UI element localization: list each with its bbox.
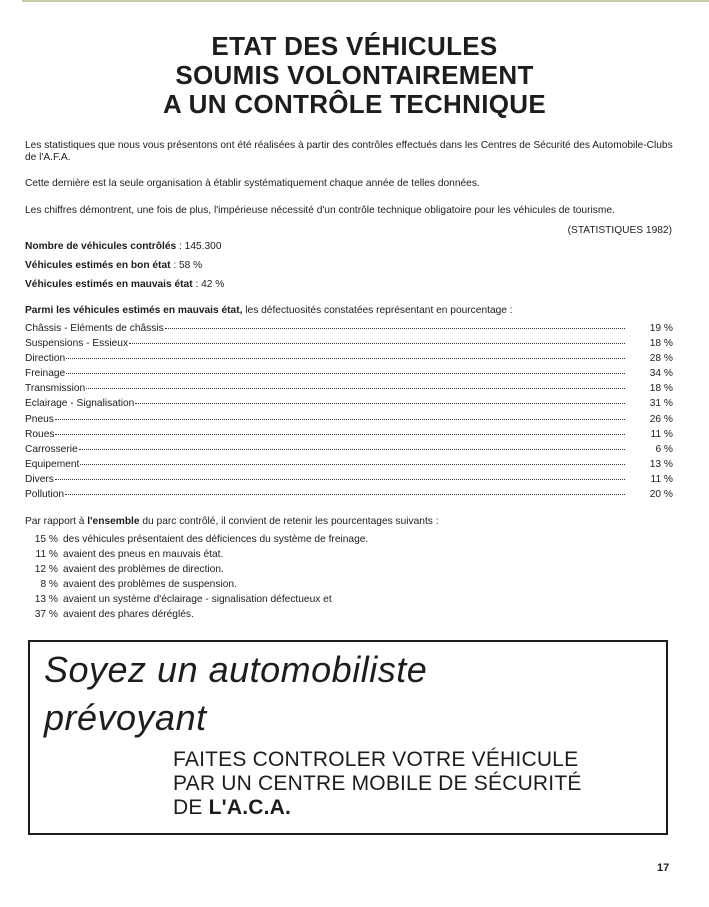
defect-row: [25, 383, 673, 398]
page-number: 17: [657, 862, 670, 874]
percentage-text: avaient des problèmes de direction.: [63, 564, 224, 575]
statistics-year-note: (STATISTIQUES 1982): [567, 225, 672, 236]
defect-label: Suspensions - Essieux: [25, 338, 129, 350]
dot-leader: [55, 419, 625, 420]
defect-label: Eclairage - Signalisation: [25, 398, 135, 410]
defect-row: [25, 429, 673, 444]
defect-value: 18 %: [649, 338, 673, 350]
defect-row: [25, 459, 673, 474]
overall-intro-post: du parc contrôlé, il convient de retenir les pourcentages suivants :: [139, 516, 439, 527]
title-line-1: ETAT DES VÉHICULES: [211, 31, 498, 61]
stat-controlled-count: [25, 241, 222, 253]
defect-label: Divers: [25, 473, 54, 485]
slogan-line-2: prévoyant: [44, 697, 207, 738]
stat-good-condition: [25, 260, 202, 272]
defect-label: Châssis - Eléments de châssis: [25, 323, 164, 334]
cta-line-1: FAITES CONTROLER VOTRE VÉHICULE: [173, 748, 579, 771]
defect-label: Direction: [25, 353, 66, 365]
stat-value: : 42 %: [192, 279, 225, 290]
dot-leader: [86, 388, 625, 389]
cta-line-2: PAR UN CENTRE MOBILE DE SÉCURITÉ: [173, 772, 582, 795]
percentage-text: avaient des phares déréglés.: [63, 609, 194, 620]
defect-value: 18 %: [649, 383, 673, 395]
title-line-3: A UN CONTRÔLE TECHNIQUE: [163, 89, 546, 119]
percentage-value: 8 %: [40, 579, 58, 590]
stat-bad-condition: [25, 279, 224, 291]
defect-label: Transmission: [25, 383, 86, 395]
overall-intro: [25, 516, 439, 527]
call-to-action: [173, 748, 582, 820]
dot-leader: [165, 328, 625, 329]
dot-leader: [80, 464, 625, 465]
defect-row: [25, 474, 673, 489]
percentage-row: [25, 594, 368, 609]
title-line-2: SOUMIS VOLONTAIREMENT: [175, 60, 534, 90]
percentage-value: 15 %: [34, 534, 58, 545]
defect-label: Pollution: [25, 489, 65, 501]
defect-value: 11 %: [650, 428, 673, 440]
defect-value: 13 %: [649, 458, 673, 470]
percentage-row: [25, 579, 368, 594]
dot-leader: [129, 343, 625, 344]
percentage-row: [25, 564, 368, 579]
defect-value: 34 %: [649, 368, 673, 380]
dot-leader: [135, 403, 625, 404]
dot-leader: [66, 373, 625, 374]
percentage-text: avaient un système d'éclairage - signalisation défectueux et: [63, 594, 332, 605]
stat-value: : 58 %: [170, 260, 203, 271]
defect-label: Equipement: [25, 458, 80, 470]
top-rule: [22, 0, 709, 2]
defect-row: [25, 398, 673, 413]
dot-leader: [79, 449, 625, 450]
defect-label: Roues: [25, 428, 55, 440]
overall-intro-bold: l'ensemble: [87, 516, 140, 527]
defect-row: [25, 323, 673, 338]
dot-leader: [66, 358, 625, 359]
defect-row: [25, 353, 673, 368]
defects-intro-rest: les défectuosités constatées représentant en pourcentage :: [242, 305, 513, 316]
defect-row: [25, 489, 673, 504]
percentage-value: 11 %: [35, 549, 58, 560]
defect-value: 28 %: [649, 353, 673, 365]
cta-organisation: L'A.C.A.: [208, 796, 292, 819]
percentage-row: [25, 534, 368, 549]
percentage-text: avaient des pneus en mauvais état.: [63, 549, 224, 560]
percentage-value: 37 %: [34, 609, 58, 620]
percentage-text: des véhicules présentaient des déficiences du système de freinage.: [63, 534, 369, 545]
defect-row: [25, 414, 673, 429]
intro-paragraph-2: Cette dernière est la seule organisation à établir systématiquement chaque année de telles données.: [25, 178, 480, 189]
defect-value: 20 %: [649, 489, 673, 501]
defect-value: 31 %: [649, 398, 673, 410]
intro-paragraph-3: Les chiffres démontrent, une fois de plus, l'impérieuse nécessité d'un contrôle technique obligatoire pour les véhicules de tourisme.: [25, 205, 615, 216]
defect-row: [25, 368, 673, 383]
defect-label: Freinage: [25, 368, 66, 380]
cta-line-3: [173, 796, 582, 820]
defect-row: [25, 444, 673, 459]
stat-label: Nombre de véhicules contrôlés: [25, 241, 177, 252]
percentage-row: [25, 609, 368, 624]
dot-leader: [55, 434, 625, 435]
intro-paragraph-1: Les statistiques que nous vous présentons ont été réalisées à partir des contrôles effectués dans les Centres de Sécurité des Automobile-Clubs de l'A.F.A.: [25, 140, 673, 163]
defect-value: 19 %: [649, 323, 673, 334]
slogan-box: [28, 640, 668, 835]
percentage-row: [25, 549, 368, 564]
defect-value: 6 %: [655, 443, 673, 455]
defects-intro: [25, 305, 675, 316]
stat-label: Véhicules estimés en mauvais état: [25, 279, 193, 290]
dot-leader: [65, 494, 625, 495]
defect-value: 26 %: [649, 413, 673, 425]
page-title: [0, 32, 709, 119]
defect-value: 11 %: [650, 473, 673, 485]
defects-intro-bold: Parmi les véhicules estimés en mauvais état,: [25, 305, 243, 316]
defect-row: [25, 338, 673, 353]
percentage-text: avaient des problèmes de suspension.: [63, 579, 237, 590]
defects-list: [25, 323, 673, 504]
stat-label: Véhicules estimés en bon état: [25, 260, 171, 271]
overall-intro-pre: Par rapport à: [25, 516, 88, 527]
overall-percentages-list: [25, 534, 368, 624]
defect-label: Carrosserie: [25, 443, 78, 455]
percentage-value: 12 %: [34, 564, 58, 575]
stat-value: : 145.300: [176, 241, 222, 252]
slogan-line-1: Soyez un automobiliste: [44, 649, 428, 690]
dot-leader: [55, 479, 625, 480]
defect-label: Pneus: [25, 413, 54, 425]
percentage-value: 13 %: [34, 594, 58, 605]
cta-line-3-pre: DE: [173, 796, 209, 819]
